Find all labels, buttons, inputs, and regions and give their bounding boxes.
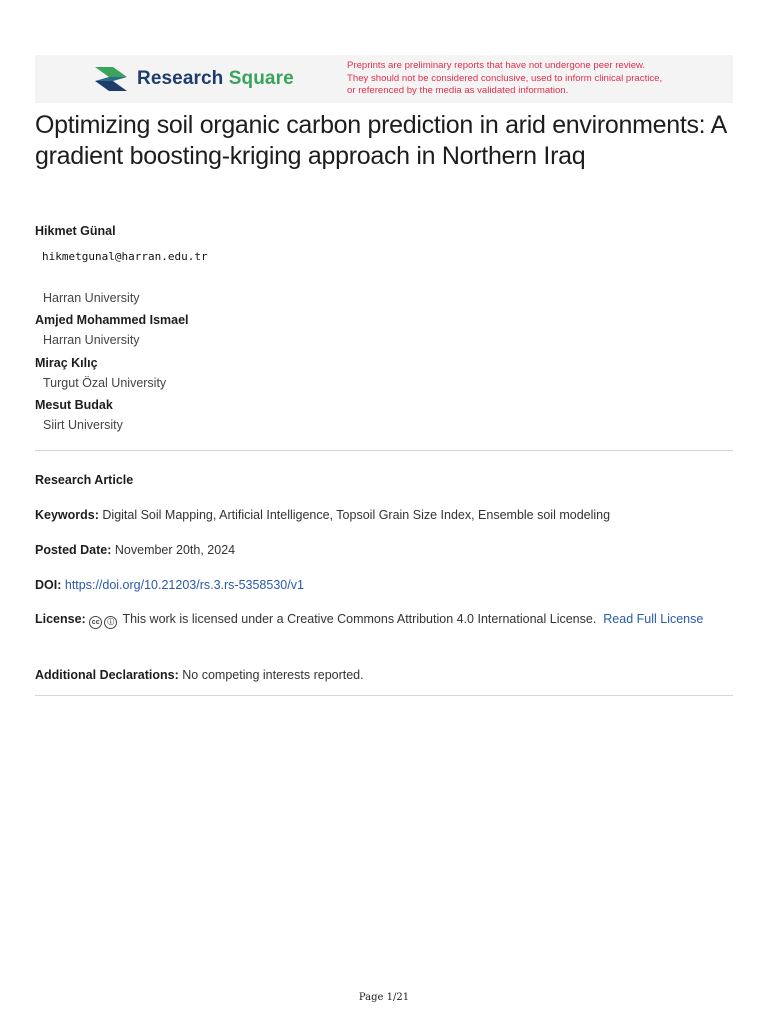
doi-field bbox=[35, 575, 725, 596]
author-name: Miraç Kılıç bbox=[35, 356, 98, 370]
article-title: Optimizing soil organic carbon prediction in arid environments: A gradient boosting-kriging approach in Northern Iraq bbox=[35, 111, 726, 170]
author-affiliation: Siirt University bbox=[43, 418, 123, 432]
keywords-label: Keywords: bbox=[35, 508, 99, 522]
doi-link[interactable]: https://doi.org/10.21203/rs.3.rs-5358530/v1 bbox=[64, 578, 304, 592]
posted-date-field bbox=[35, 540, 725, 561]
posted-date-label: Posted Date: bbox=[35, 543, 112, 557]
article-type bbox=[35, 470, 725, 491]
disclaimer-line: They should not be considered conclusive, used to inform clinical practice, bbox=[347, 72, 663, 84]
research-square-logo-icon bbox=[93, 65, 129, 93]
declarations-field bbox=[35, 665, 725, 686]
declarations-label: Additional Declarations: bbox=[35, 668, 179, 682]
creative-commons-icon: cc bbox=[89, 616, 102, 629]
logo-text bbox=[137, 68, 294, 90]
preprint-banner bbox=[35, 55, 733, 103]
research-square-logo[interactable] bbox=[93, 65, 294, 93]
disclaimer-line: Preprints are preliminary reports that have not undergone peer review. bbox=[347, 60, 646, 71]
declarations-value: No competing interests reported. bbox=[182, 668, 364, 682]
author-email[interactable]: hikmetgunal@harran.edu.tr bbox=[42, 250, 208, 263]
keywords-value: Digital Soil Mapping, Artificial Intelligence, Topsoil Grain Size Index, Ensemble soil modeling bbox=[102, 508, 611, 522]
divider bbox=[35, 450, 733, 451]
logo-word-research: Research bbox=[137, 68, 224, 89]
author-affiliation: Harran University bbox=[43, 291, 140, 305]
logo-word-square: Square bbox=[228, 68, 294, 89]
attribution-icon: ⓘ bbox=[104, 616, 117, 629]
license-text: This work is licensed under a Creative Commons Attribution 4.0 International License. bbox=[122, 612, 597, 626]
disclaimer-line: or referenced by the media as validated information. bbox=[347, 85, 569, 97]
divider bbox=[35, 695, 733, 696]
license-field bbox=[35, 609, 725, 630]
keywords-field bbox=[35, 505, 725, 526]
author-affiliation: Turgut Özal University bbox=[43, 376, 167, 390]
preprint-disclaimer bbox=[347, 60, 727, 98]
read-full-license-link[interactable]: Read Full License bbox=[603, 612, 704, 626]
page-number: Page 1/21 bbox=[358, 992, 410, 1003]
article-type-label: Research Article bbox=[35, 473, 134, 487]
author-name: Mesut Budak bbox=[35, 398, 113, 412]
author-affiliation: Harran University bbox=[43, 333, 140, 347]
posted-date-value: November 20th, 2024 bbox=[114, 543, 236, 557]
license-label: License: bbox=[35, 612, 86, 626]
doi-label: DOI: bbox=[35, 578, 62, 592]
author-name: Hikmet Günal bbox=[35, 224, 116, 238]
author-name: Amjed Mohammed Ismael bbox=[35, 313, 189, 327]
